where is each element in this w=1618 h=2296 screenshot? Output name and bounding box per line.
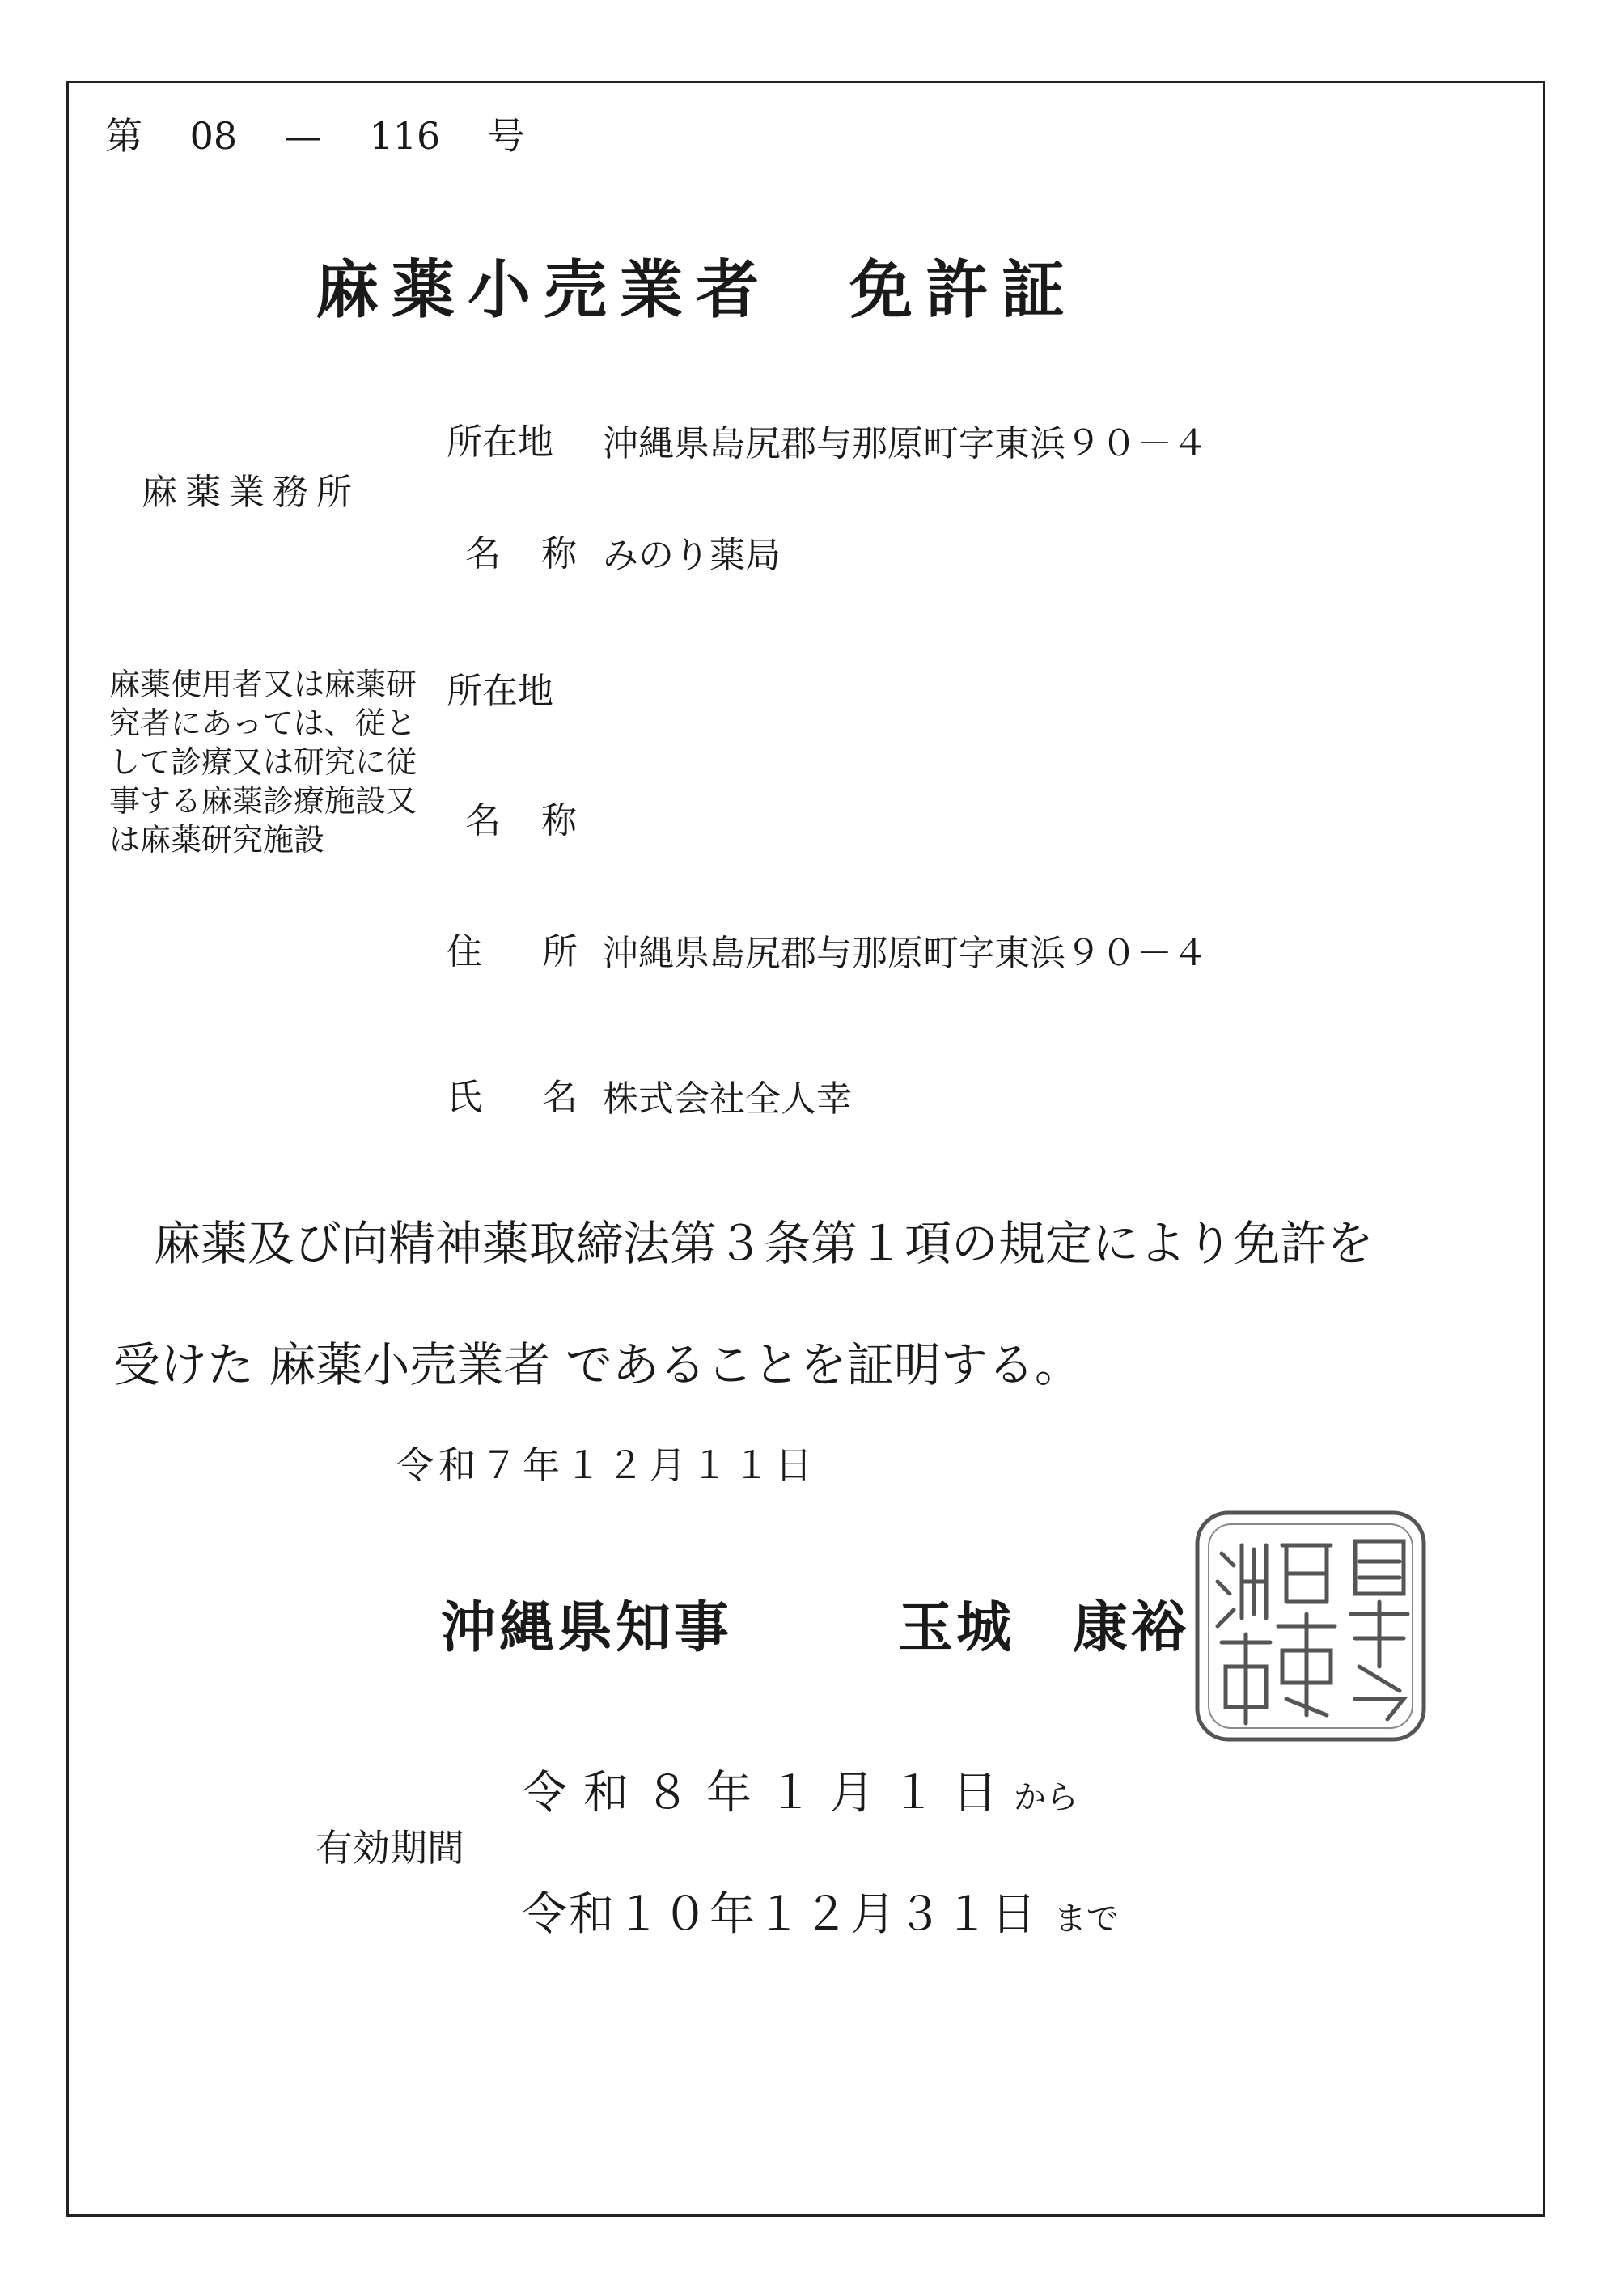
business-address-value: 沖縄県島尻郡与那原町字東浜９０－４ bbox=[603, 423, 1208, 464]
validity-to bbox=[522, 1879, 1119, 1943]
license-number-dash: — bbox=[284, 114, 322, 158]
holder-name-label: 氏 名 bbox=[447, 1077, 602, 1118]
issue-date: 令和７年１２月１１日 bbox=[396, 1443, 817, 1487]
validity-to-suffix: まで bbox=[1053, 1900, 1119, 1938]
license-number bbox=[105, 107, 561, 160]
title-sub: 免許証 bbox=[849, 254, 1078, 327]
validity-to-date: 令和１０年１２月３１日 bbox=[522, 1888, 1038, 1941]
license-number-part2: 116 bbox=[369, 114, 441, 158]
license-number-part1: 08 bbox=[189, 114, 238, 158]
validity-label: 有効期間 bbox=[316, 1826, 464, 1870]
validity-from bbox=[522, 1757, 1078, 1822]
research-address-label: 所在地 bbox=[447, 671, 553, 712]
holder-name-value: 株式会社全人幸 bbox=[603, 1078, 852, 1120]
license-number-suffix: 号 bbox=[487, 114, 525, 158]
business-office-label: 麻薬業務所 bbox=[142, 472, 360, 513]
business-name-value: みのり薬局 bbox=[603, 535, 781, 576]
certification-line-1: 麻薬及び向精神薬取締法第３条第１項の規定により免許を bbox=[154, 1216, 1374, 1271]
governor-name: 玉城 康裕 bbox=[898, 1596, 1190, 1660]
holder-address-value: 沖縄県島尻郡与那原町字東浜９０－４ bbox=[603, 933, 1208, 974]
business-address-label: 所在地 bbox=[447, 421, 553, 463]
validity-from-suffix: から bbox=[1014, 1779, 1078, 1816]
governor-seal-icon bbox=[1189, 1505, 1432, 1747]
title-main: 麻薬小売業者 bbox=[316, 254, 773, 327]
certification-line-2: 受けた 麻薬小売業者 であることを証明する。 bbox=[113, 1337, 1082, 1392]
holder-address-label: 住 所 bbox=[447, 931, 602, 972]
governor-title: 沖縄県知事 bbox=[441, 1596, 733, 1660]
research-name-label: 名 称 bbox=[465, 800, 591, 841]
business-name-label: 名 称 bbox=[465, 533, 591, 574]
license-number-prefix: 第 bbox=[105, 114, 142, 158]
certificate-title bbox=[316, 239, 1078, 330]
validity-from-date: 令和８年１月１日 bbox=[522, 1767, 1014, 1819]
research-facility-label: 麻薬使用者又は麻薬研究者にあっては、従として診療又は研究に従事する麻薬診療施設又は麻薬研究施設 bbox=[109, 667, 417, 858]
